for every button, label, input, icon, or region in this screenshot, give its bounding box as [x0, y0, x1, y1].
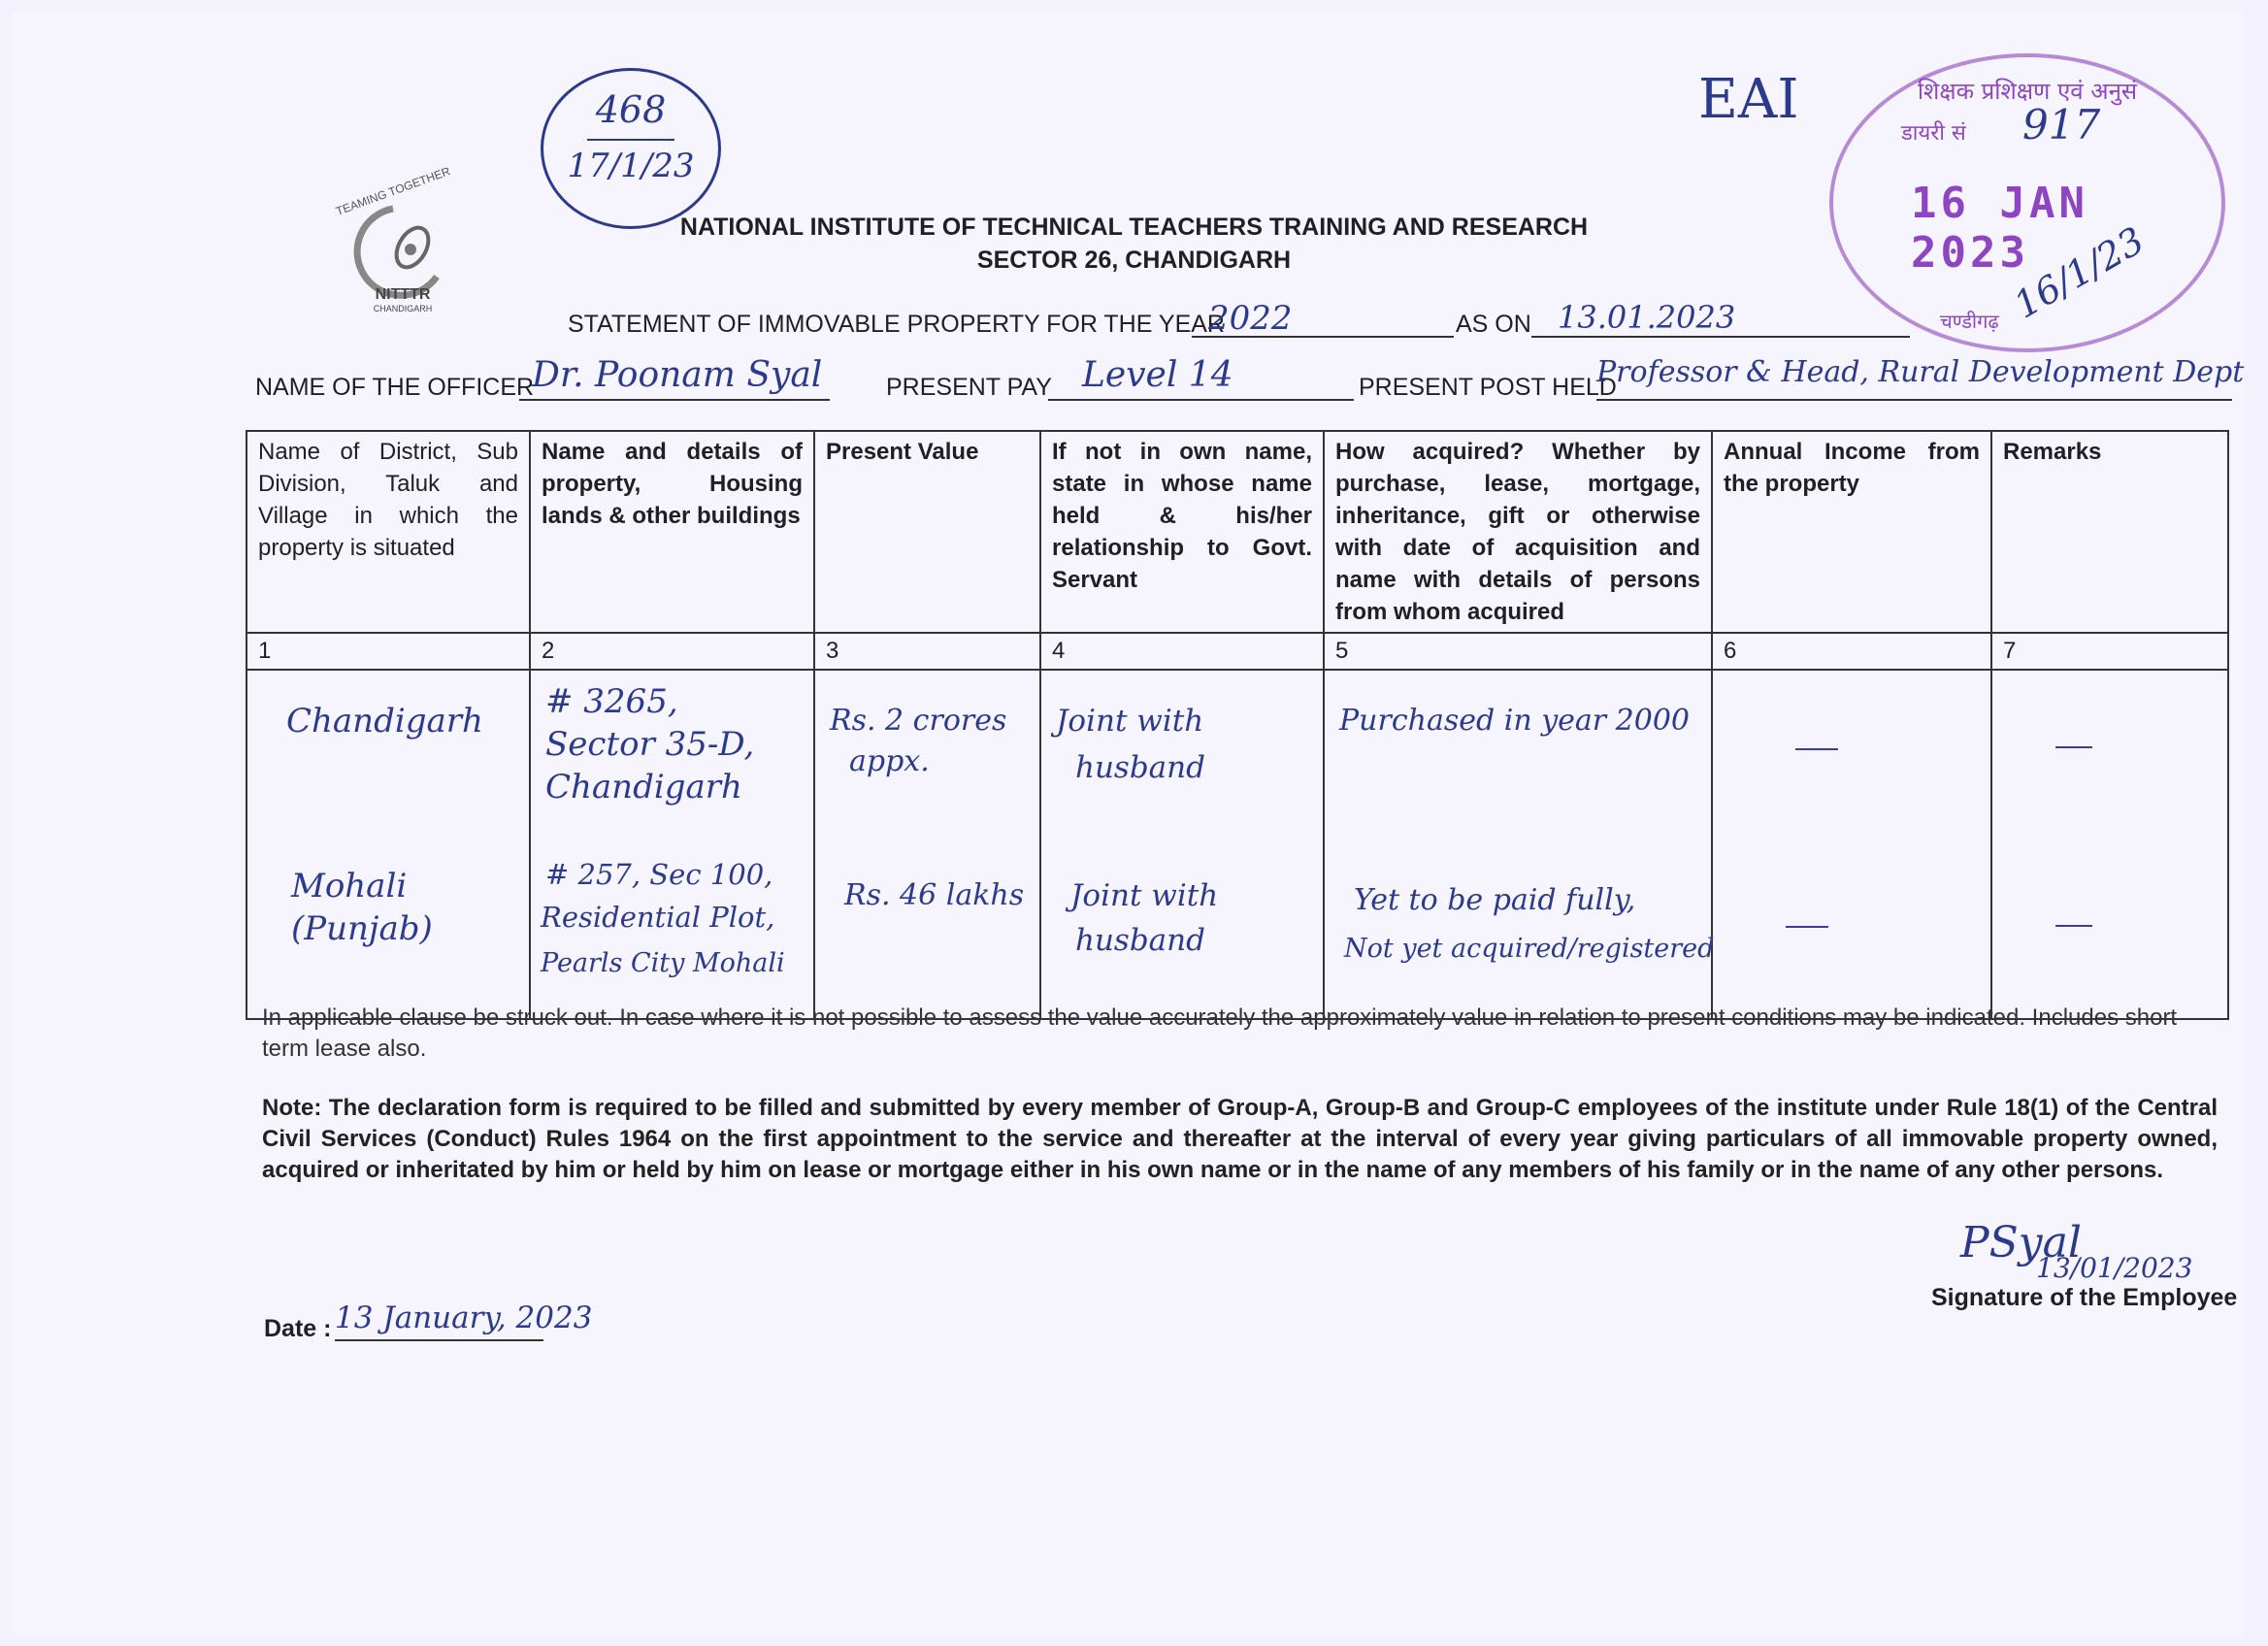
cell-remarks [1991, 670, 2228, 1019]
logo-name: NITTTR [375, 286, 431, 303]
col-number: 2 [530, 633, 814, 670]
cell-district [247, 670, 530, 1019]
present-pay-value: Level 14 [1082, 355, 1233, 395]
as-on-label: AS ON [1456, 311, 1531, 338]
officer-name-value: Dr. Poonam Syal [532, 355, 823, 395]
stamp-city: चण्डीगढ़ [1940, 310, 1999, 333]
header-district: Name of District, Sub Division, Taluk and Village in which the property is situated [247, 431, 530, 633]
date-label: Date : [264, 1315, 332, 1342]
stamp-diary-number: 917 [2022, 101, 2101, 148]
date-value: 13 January, 2023 [335, 1300, 593, 1335]
cell-property [530, 670, 814, 1019]
row1-property-line2: Sector 35-D, [545, 725, 755, 764]
stamp-initials: 16/1/23 [2006, 218, 2152, 327]
receipt-note [541, 68, 721, 229]
col-number: 1 [247, 633, 530, 670]
row2-property-line3: Pearls City Mohali [541, 948, 785, 978]
signature-date: 13/01/2023 [2036, 1252, 2193, 1284]
col-number: 7 [1991, 633, 2228, 670]
row1-remarks-dash [2055, 746, 2092, 748]
row1-acquired: Purchased in year 2000 [1339, 704, 1691, 738]
stamp-header: शिक्षक प्रशिक्षण एवं अनुसं [1917, 78, 2138, 105]
corner-mark: EAI [1698, 68, 1799, 131]
col-number: 5 [1324, 633, 1712, 670]
row2-name-held-line2: husband [1075, 923, 1205, 958]
as-on-value: 13.01.2023 [1558, 299, 1736, 336]
col-number: 6 [1712, 633, 1991, 670]
present-post-value: Professor & Head, Rural Development Dept [1596, 355, 2245, 389]
declaration-note: Note: The declaration form is required to be filled and submitted by every member of Group-A, Group-B and Group-C employees of the institute under Rule 18(1) of the Central Civil Services (Conduct) Rules 1964 on the first appointment to the service and thereafter at the interval of every year giving particulars of all immovable property owned, acquired or inheritated by him or held by him on lease or mortgage either in his own name or in the name of any members of his family or in the name of any other persons. [262, 1095, 2218, 1183]
present-post-label: PRESENT POST HELD [1359, 374, 1617, 401]
header-annual-income: Annual Income from the property [1712, 431, 1991, 633]
receipt-stamp [1829, 53, 2225, 352]
row2-acquired-line1: Yet to be paid fully, [1354, 883, 1636, 917]
receipt-number: 468 [595, 88, 667, 131]
stamp-date: 16 JAN 2023 [1911, 179, 2088, 278]
signature-scribble: PSyal [1960, 1218, 2082, 1267]
cell-annual-income [1712, 670, 1991, 1019]
row2-acquired-line2: Not yet acquired/registered [1344, 934, 1715, 964]
table-row [247, 670, 2228, 1019]
receipt-date: 17/1/23 [567, 147, 695, 185]
row2-name-held-line1: Joint with [1070, 878, 1219, 913]
signature-label: Signature of the Employee [1931, 1284, 2238, 1311]
stamp-diary-label: डायरी सं [1901, 121, 1966, 146]
row2-property-line1: # 257, Sec 100, [545, 858, 773, 891]
row2-income-dash [1786, 926, 1828, 928]
row1-value-line1: Rs. 2 crores [830, 704, 1007, 738]
institute-address: SECTOR 26, CHANDIGARH [976, 247, 1292, 274]
cell-present-value [814, 670, 1040, 1019]
cell-name-held [1040, 670, 1324, 1019]
row2-property-line2: Residential Plot, [541, 901, 775, 934]
col-number: 3 [814, 633, 1040, 670]
row2-value: Rs. 46 lakhs [844, 878, 1025, 912]
institute-name: NATIONAL INSTITUTE OF TECHNICAL TEACHERS TRAINING AND RESEARCH [679, 214, 1589, 241]
property-table [246, 430, 2229, 1020]
logo-tagline: TEAMING TOGETHER [334, 164, 452, 218]
row1-name-held-line2: husband [1075, 750, 1205, 785]
row1-name-held-line1: Joint with [1056, 704, 1204, 739]
header-name-held: If not in own name, state in whose name held & his/her relationship to Govt. Servant [1040, 431, 1324, 633]
row1-property-line1: # 3265, [545, 682, 678, 721]
table-number-row [247, 633, 2228, 670]
statement-year: 2022 [1208, 299, 1293, 338]
header-property: Name and details of property, Housing lands & other buildings [530, 431, 814, 633]
table-header-row [247, 431, 2228, 633]
cell-how-acquired [1324, 670, 1715, 1019]
header-present-value: Present Value [814, 431, 1040, 633]
row1-district: Chandigarh [286, 702, 483, 741]
officer-name-label: NAME OF THE OFFICER [255, 374, 535, 401]
col-number: 4 [1040, 633, 1324, 670]
row1-income-dash [1795, 748, 1838, 750]
footnote: In applicable clause be struck out. In case where it is not possible to assess the value accurately the approximately value in relation to present conditions may be indicated. Includes short term lease also. [262, 1004, 2178, 1062]
row2-district-line2: (Punjab) [291, 909, 433, 948]
present-pay-label: PRESENT PAY [886, 374, 1052, 401]
row1-property-line3: Chandigarh [545, 768, 742, 807]
row1-value-line2: appx. [849, 744, 930, 778]
logo-city: CHANDIGARH [373, 304, 433, 313]
header-how-acquired: How acquired? Whether by purchase, lease, mortgage, inheritance, gift or otherwise with date of acquisition and name with details of persons from whom acquired [1324, 431, 1712, 633]
statement-label: STATEMENT OF IMMOVABLE PROPERTY FOR THE YEAR [568, 311, 1225, 338]
header-remarks: Remarks [1991, 431, 2228, 633]
row2-remarks-dash [2055, 925, 2092, 927]
row2-district-line1: Mohali [291, 867, 408, 905]
